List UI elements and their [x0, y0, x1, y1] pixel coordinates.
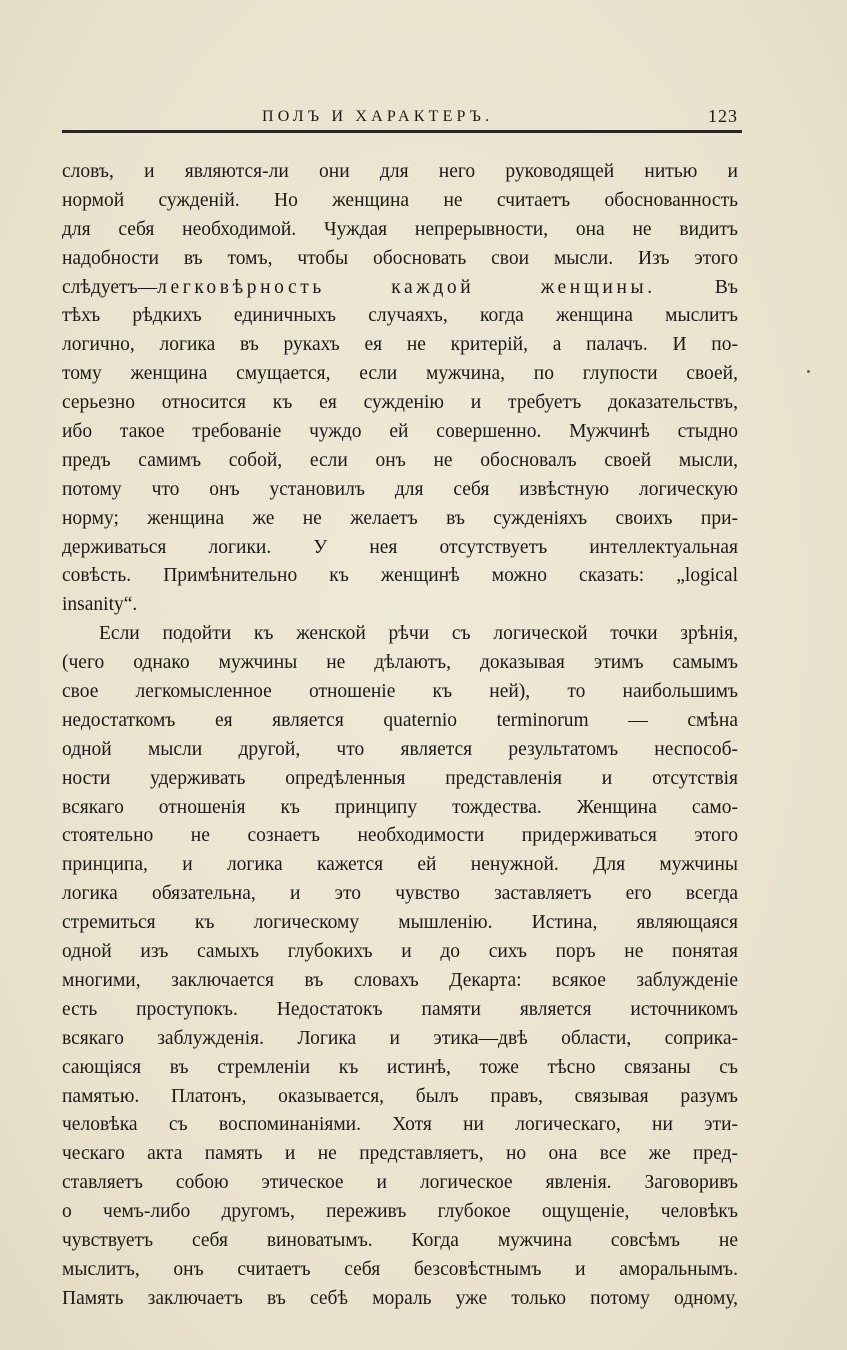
text-line: памятью. Платонъ, оказывается, былъ правъ, связывая разумъ [62, 1085, 738, 1107]
running-header [62, 106, 742, 132]
text-line: тому женщина смущается, если мужчина, по глупости своей, [62, 363, 738, 385]
paragraph-start-line: Если подойти къ женской рѣчи съ логической точки зрѣнія, [99, 623, 738, 645]
text-line: ческаго акта память и не представляетъ, но она все же пред- [62, 1143, 738, 1165]
text-line: логика обязательна, и это чувство заставляетъ его всегда [62, 883, 738, 905]
text-line: ставляетъ собою этическое и логическое явленія. Заговоривъ [62, 1172, 738, 1194]
header-rule-gap [589, 128, 659, 130]
text-line: надобности въ томъ, чтобы обосновать свои мысли. Изъ этого [62, 247, 738, 269]
text-line: стремиться къ логическому мышленію. Истина, являющаяся [62, 912, 738, 934]
text-line: слѣдуетъ—легковѣрность каждой женщины. Въ [62, 276, 738, 298]
emphasized-phrase: легковѣрность каждой женщины [157, 276, 648, 298]
text-line: многими, заключается въ словахъ Декарта: всякое заблужденіе [62, 969, 738, 991]
text-line: всякаго заблужденія. Логика и этика—двѣ области, соприка- [62, 1027, 738, 1049]
header-rule [62, 130, 742, 133]
text-line: недостаткомъ ея является quaternio terminorum — смѣна [62, 709, 738, 731]
text-line: чувствуетъ себя виноватымъ. Когда мужчина совсѣмъ не [62, 1229, 738, 1251]
text-line: логично, логика въ рукахъ ея не критерій, а палачъ. И по- [62, 334, 738, 356]
text-line: одной мысли другой, что является результатомъ неспособ- [62, 738, 738, 760]
text-line: insanity“. [62, 594, 138, 616]
text-line: стоятельно не сознаетъ необходимости придерживаться этого [62, 825, 738, 847]
text-line: для себя необходимой. Чуждая непрерывности, она не видитъ [62, 218, 738, 240]
text-line: есть проступокъ. Недостатокъ памяти является источникомъ [62, 998, 738, 1020]
text-line: о чемъ-либо другомъ, переживъ глубокое ощущеніе, человѣкъ [62, 1201, 738, 1223]
text-line: ности удерживать опредѣленныя представленія и отсутствія [62, 767, 738, 789]
text-line: Память заключаетъ въ себѣ мораль уже только потому одному, [62, 1287, 738, 1309]
page-number: 123 [708, 106, 738, 126]
text-line: принципа, и логика кажется ей ненужной. Для мужчины [62, 854, 738, 876]
text-line: словъ, и являются-ли они для него руководящей нитью и [62, 161, 738, 182]
text-line: (чего однако мужчины не дѣлаютъ, доказывая этимъ самымъ [62, 652, 738, 674]
text-line: серьезно относится къ ея сужденію и требуетъ доказательствъ, [62, 392, 738, 414]
text-line: свое легкомысленное отношеніе къ ней), то наибольшимъ [62, 681, 738, 703]
text-line: тѣхъ рѣдкихъ единичныхъ случаяхъ, когда женщина мыслитъ [62, 305, 738, 327]
margin-speck [807, 370, 810, 373]
text-line: потому что онъ установилъ для себя извѣстную логическую [62, 478, 738, 500]
running-title: ПОЛЪ И ХАРАКТЕРЪ. [262, 108, 494, 125]
text-line: мыслитъ, онъ считаетъ себя безсовѣстнымъ и аморальнымъ. [62, 1258, 738, 1280]
text-line: совѣсть. Примѣнительно къ женщинѣ можно сказать: „logical [62, 565, 738, 587]
text-line: держиваться логики. У нея отсутствуетъ интеллектуальная [62, 536, 738, 558]
text-line: предъ самимъ собой, если онъ не обосновалъ своей мысли, [62, 449, 738, 471]
text-line: одной изъ самыхъ глубокихъ и до сихъ поръ не понятая [62, 941, 738, 963]
text-line: сающіяся въ стремленіи къ истинѣ, тоже тѣсно связаны съ [62, 1056, 738, 1078]
text-line: нормой сужденій. Но женщина не считаетъ обоснованность [62, 189, 738, 211]
text-line: норму; женщина же не желаетъ въ сужденіяхъ своихъ при- [62, 507, 738, 529]
text-line: всякаго отношенія къ принципу тождества. Женщина само- [62, 796, 738, 818]
text-line: ибо такое требованіе чуждо ей совершенно. Мужчинѣ стыдно [62, 421, 738, 443]
text-line: человѣка съ воспоминаніями. Хотя ни логическаго, ни эти- [62, 1114, 738, 1136]
body-text [62, 158, 738, 1314]
